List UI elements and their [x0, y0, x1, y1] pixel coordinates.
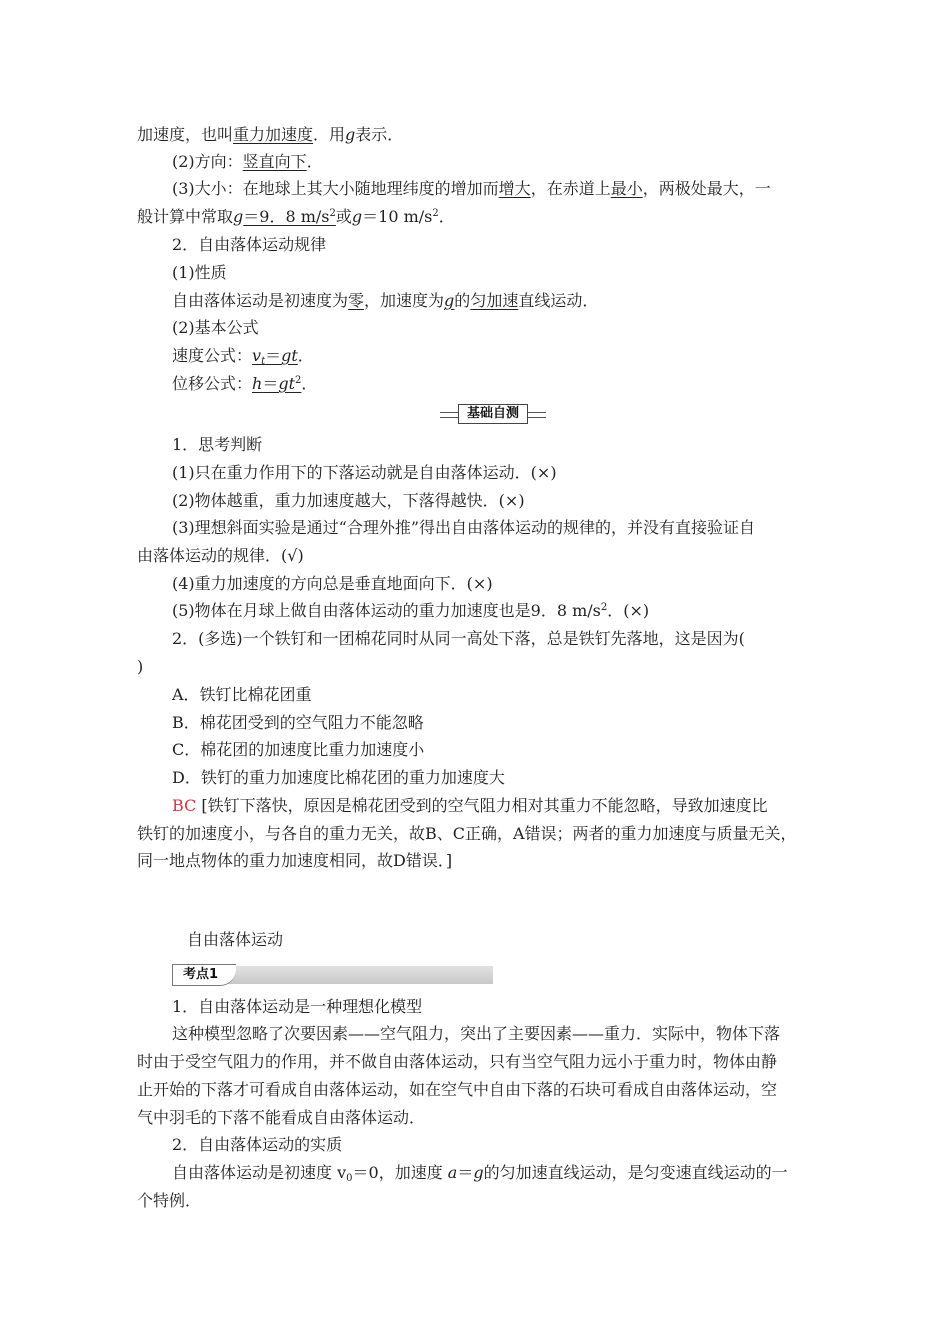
text-line: 气中羽毛的下落不能看成自由落体运动． — [137, 1108, 426, 1127]
text-line — [172, 290, 598, 312]
underlined-term: 重力加速度 — [233, 125, 314, 144]
text-line: 1．自由落体运动是一种理想化模型 — [172, 997, 423, 1016]
text: ＝10 m/s — [362, 207, 433, 226]
text-line: 个特例． — [137, 1191, 202, 1210]
underlined-term — [243, 207, 336, 226]
text: ． — [438, 207, 455, 226]
superscript: 2 — [295, 375, 302, 386]
text: 表示． — [355, 125, 404, 144]
text-line: 由落体运动的规律．(√) — [137, 546, 304, 565]
text-line — [137, 206, 455, 228]
text: 自由落体运动是初速度 v — [172, 1163, 347, 1182]
section-badge — [440, 404, 546, 424]
text: (5)物体在月球上做自由落体运动的重力加速度也是9．8 m/s — [172, 601, 601, 620]
subscript: t — [261, 356, 266, 367]
text: 或 — [335, 207, 352, 226]
text-line: 时由于受空气阻力的作用，并不做自由落体运动，只有当空气阻力远小于重力时，物体由静 — [137, 1052, 778, 1071]
text: ＝9．8 m/s — [243, 207, 330, 226]
text: 加速度，也叫 — [137, 125, 234, 144]
text: ． — [301, 374, 318, 393]
option-a: A．铁钉比棉花团重 — [172, 685, 312, 704]
text-line — [172, 178, 771, 200]
text: ． — [297, 346, 314, 365]
question-stem: 2．(多选)一个铁钉和一团棉花同时从同一高处下落，总是铁钉先落地，这是因为( — [172, 629, 745, 648]
text: (2)方向： — [172, 152, 243, 171]
text: 自由落体运动是初速度为 — [172, 291, 349, 310]
underlined-term: 增大 — [498, 179, 531, 198]
text: 的匀加速直线运动，是匀变速直线运动的一 — [483, 1163, 788, 1182]
text-line: (1)性质 — [172, 263, 227, 282]
text-line: 这种模型忽略了次要因素——空气阻力，突出了主要因素——重力．实际中，物体下落 — [172, 1024, 781, 1043]
symbol: g — [345, 125, 356, 144]
superscript: 2 — [329, 208, 336, 219]
symbol: gt — [278, 374, 296, 393]
text-line: (1)只在重力作用下的下落运动就是自由落体运动．(×) — [172, 463, 557, 482]
text-line: ) — [137, 657, 144, 676]
text-line — [172, 600, 649, 622]
answer-key: BC — [172, 796, 197, 815]
text-line — [137, 124, 403, 146]
text-line: (2)基本公式 — [172, 318, 259, 337]
text: 般计算中常取 — [137, 207, 234, 226]
underlined-term — [252, 346, 298, 365]
underlined-term: 零 — [348, 291, 365, 310]
option-c: C．棉花团的加速度比重力加速度小 — [172, 740, 425, 759]
text-line — [172, 1162, 788, 1184]
text: (3)大小：在地球上其大小随地理纬度的增加而 — [172, 179, 499, 198]
symbol: h — [252, 374, 263, 393]
text-line — [172, 373, 317, 395]
underlined-term: 最小 — [610, 179, 643, 198]
text: ，两极处最大，一 — [642, 179, 771, 198]
text-line: (4)重力加速度的方向总是垂直地面向下．(×) — [172, 574, 493, 593]
text-line: 铁钉的加速度小，与各自的重力无关，故B、C正确，A错误；两者的重力加速度与质量无关， — [137, 824, 797, 843]
text-line: 2．自由落体运动规律 — [172, 235, 327, 254]
symbol: gt — [281, 346, 298, 365]
text-line: 2．自由落体运动的实质 — [172, 1135, 343, 1154]
text-line: 同一地点物体的重力加速度相同，故D错误．] — [137, 851, 453, 870]
underlined-term: 竖直向下 — [242, 152, 307, 171]
section-heading: 自由落体运动 — [187, 930, 284, 949]
option-b: B．棉花团受到的空气阻力不能忽略 — [172, 713, 424, 732]
symbol: a — [447, 1163, 458, 1182]
key-point-badge — [172, 964, 493, 986]
text: ．(×) — [607, 601, 650, 620]
text: ，在赤道上 — [530, 179, 611, 198]
underlined-term — [252, 374, 301, 393]
text: 位移公式： — [172, 374, 253, 393]
underlined-term: 匀加速 — [470, 291, 519, 310]
option-d: D．铁钉的重力加速度比棉花团的重力加速度大 — [172, 768, 505, 787]
explanation: [铁钉下落快，原因是棉花团受到的空气阻力相对其重力不能忽略，导致加速度比 — [196, 796, 768, 815]
text: ＝ — [262, 374, 279, 393]
text: 直线运动． — [518, 291, 599, 310]
text-line — [172, 151, 323, 173]
text: 速度公式： — [172, 346, 253, 365]
text: ＝ — [265, 346, 282, 365]
symbol: v — [252, 346, 262, 365]
text: ． — [306, 152, 323, 171]
badge-label: 考点1 — [172, 964, 236, 986]
text-line: (3)理想斜面实验是通过“合理外推”得出自由落体运动的规律的，并没有直接验证自 — [172, 518, 756, 537]
symbol: g — [351, 207, 363, 226]
text: ，加速度为 — [364, 291, 445, 310]
text-line: (2)物体越重，重力加速度越大，下落得越快．(×) — [172, 491, 525, 510]
text: 的 — [454, 291, 471, 310]
superscript: 2 — [432, 208, 439, 219]
text-line: 1．思考判断 — [172, 435, 263, 454]
text-line — [172, 345, 314, 367]
text: ＝0，加速度 — [352, 1163, 448, 1182]
symbol: g — [473, 1163, 484, 1182]
text: ．用 — [313, 125, 346, 144]
underlined-term: g — [444, 291, 455, 310]
subscript: 0 — [346, 1173, 353, 1184]
text: ＝ — [457, 1163, 474, 1182]
badge-label: 基础自测 — [458, 404, 528, 424]
answer-line — [172, 795, 768, 817]
symbol: g — [233, 207, 244, 226]
text-line: 止开始的下落才可看成自由落体运动，如在空气中自由下落的石块可看成自由落体运动，空 — [137, 1080, 778, 1099]
superscript: 2 — [600, 602, 608, 613]
